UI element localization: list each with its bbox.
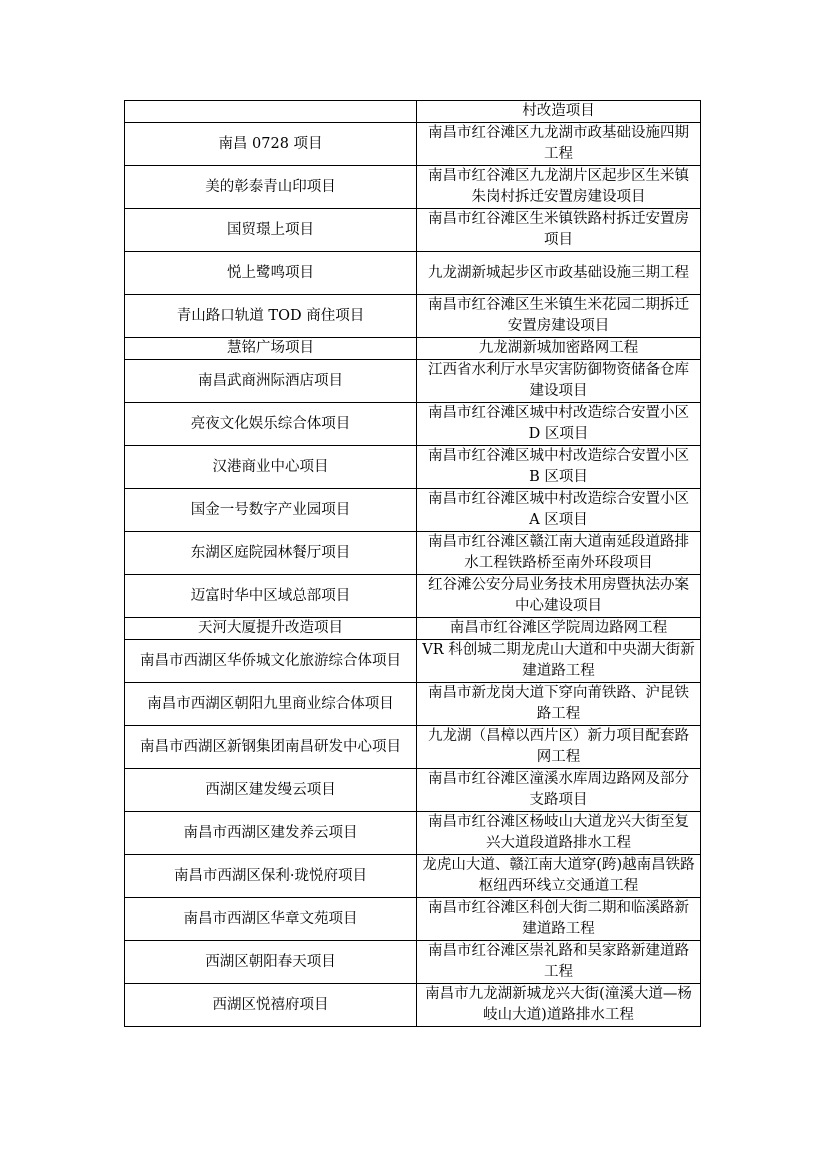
related-project-cell: 九龙湖新城起步区市政基础设施三期工程 xyxy=(417,252,701,295)
table-row xyxy=(125,446,701,489)
project-name-cell xyxy=(125,101,417,123)
table-row xyxy=(125,618,701,640)
related-project-cell: 南昌市红谷滩区潼溪水库周边路网及部分支路项目 xyxy=(417,769,701,812)
table-row xyxy=(125,403,701,446)
table-row xyxy=(125,898,701,941)
table-row xyxy=(125,984,701,1027)
related-project-cell: 南昌市红谷滩区城中村改造综合安置小区 D 区项目 xyxy=(417,403,701,446)
related-project-cell: 村改造项目 xyxy=(417,101,701,123)
table-row xyxy=(125,683,701,726)
table-row xyxy=(125,123,701,166)
table-row xyxy=(125,360,701,403)
table-row xyxy=(125,209,701,252)
related-project-cell: 龙虎山大道、赣江南大道穿(跨)越南昌铁路枢纽西环线立交通道工程 xyxy=(417,855,701,898)
project-name-cell: 天河大厦提升改造项目 xyxy=(125,618,417,640)
related-project-cell: 南昌市红谷滩区九龙湖市政基础设施四期工程 xyxy=(417,123,701,166)
project-name-cell: 西湖区建发缦云项目 xyxy=(125,769,417,812)
project-name-cell: 西湖区朝阳春天项目 xyxy=(125,941,417,984)
related-project-cell: 南昌市红谷滩区生米镇生米花园二期拆迁安置房建设项目 xyxy=(417,295,701,338)
project-name-cell: 东湖区庭院园林餐厅项目 xyxy=(125,532,417,575)
related-project-cell: 九龙湖新城加密路网工程 xyxy=(417,338,701,360)
table-row xyxy=(125,575,701,618)
related-project-cell: 南昌市红谷滩区赣江南大道南延段道路排水工程铁路桥至南外环段项目 xyxy=(417,532,701,575)
project-name-cell: 南昌市西湖区华侨城文化旅游综合体项目 xyxy=(125,640,417,683)
related-project-cell: 南昌市红谷滩区崇礼路和吴家路新建道路工程 xyxy=(417,941,701,984)
related-project-cell: 南昌市红谷滩区学院周边路网工程 xyxy=(417,618,701,640)
project-name-cell: 美的彰泰青山印项目 xyxy=(125,166,417,209)
table-row xyxy=(125,726,701,769)
project-name-cell: 西湖区悦禧府项目 xyxy=(125,984,417,1027)
table-row xyxy=(125,295,701,338)
project-name-cell: 南昌市西湖区朝阳九里商业综合体项目 xyxy=(125,683,417,726)
table-row xyxy=(125,855,701,898)
project-name-cell: 南昌武商洲际酒店项目 xyxy=(125,360,417,403)
project-name-cell: 青山路口轨道 TOD 商住项目 xyxy=(125,295,417,338)
related-project-cell: 南昌市新龙岗大道下穿向莆铁路、沪昆铁路工程 xyxy=(417,683,701,726)
project-name-cell: 国金一号数字产业园项目 xyxy=(125,489,417,532)
project-name-cell: 南昌市西湖区华章文苑项目 xyxy=(125,898,417,941)
project-name-cell: 国贸璟上项目 xyxy=(125,209,417,252)
related-project-cell: 南昌市红谷滩区生米镇铁路村拆迁安置房项目 xyxy=(417,209,701,252)
table-row xyxy=(125,941,701,984)
related-project-cell: 江西省水利厅水旱灾害防御物资储备仓库建设项目 xyxy=(417,360,701,403)
related-project-cell: VR 科创城二期龙虎山大道和中央湖大街新建道路工程 xyxy=(417,640,701,683)
table-row xyxy=(125,489,701,532)
project-name-cell: 南昌 0728 项目 xyxy=(125,123,417,166)
related-project-cell: 南昌市红谷滩区杨岐山大道龙兴大街至复兴大道段道路排水工程 xyxy=(417,812,701,855)
related-project-cell: 红谷滩公安分局业务技术用房暨执法办案中心建设项目 xyxy=(417,575,701,618)
related-project-cell: 南昌市红谷滩区科创大街二期和临溪路新建道路工程 xyxy=(417,898,701,941)
table-row xyxy=(125,252,701,295)
project-name-cell: 亮夜文化娱乐综合体项目 xyxy=(125,403,417,446)
project-name-cell: 迈富时华中区域总部项目 xyxy=(125,575,417,618)
related-project-cell: 南昌市红谷滩区九龙湖片区起步区生米镇朱岗村拆迁安置房建设项目 xyxy=(417,166,701,209)
table-row xyxy=(125,532,701,575)
table-row xyxy=(125,640,701,683)
project-table xyxy=(124,100,701,1027)
table-row xyxy=(125,338,701,360)
table-row xyxy=(125,812,701,855)
project-name-cell: 南昌市西湖区新钢集团南昌研发中心项目 xyxy=(125,726,417,769)
related-project-cell: 南昌市九龙湖新城龙兴大街(潼溪大道—杨岐山大道)道路排水工程 xyxy=(417,984,701,1027)
related-project-cell: 南昌市红谷滩区城中村改造综合安置小区 A 区项目 xyxy=(417,489,701,532)
table-row xyxy=(125,101,701,123)
table-row xyxy=(125,166,701,209)
project-name-cell: 慧铭广场项目 xyxy=(125,338,417,360)
project-name-cell: 悦上鹭鸣项目 xyxy=(125,252,417,295)
project-name-cell: 南昌市西湖区建发养云项目 xyxy=(125,812,417,855)
table-row xyxy=(125,769,701,812)
related-project-cell: 南昌市红谷滩区城中村改造综合安置小区 B 区项目 xyxy=(417,446,701,489)
project-name-cell: 汉港商业中心项目 xyxy=(125,446,417,489)
related-project-cell: 九龙湖（昌樟以西片区）新力项目配套路网工程 xyxy=(417,726,701,769)
project-table-body xyxy=(125,101,701,1027)
project-name-cell: 南昌市西湖区保利·珑悦府项目 xyxy=(125,855,417,898)
